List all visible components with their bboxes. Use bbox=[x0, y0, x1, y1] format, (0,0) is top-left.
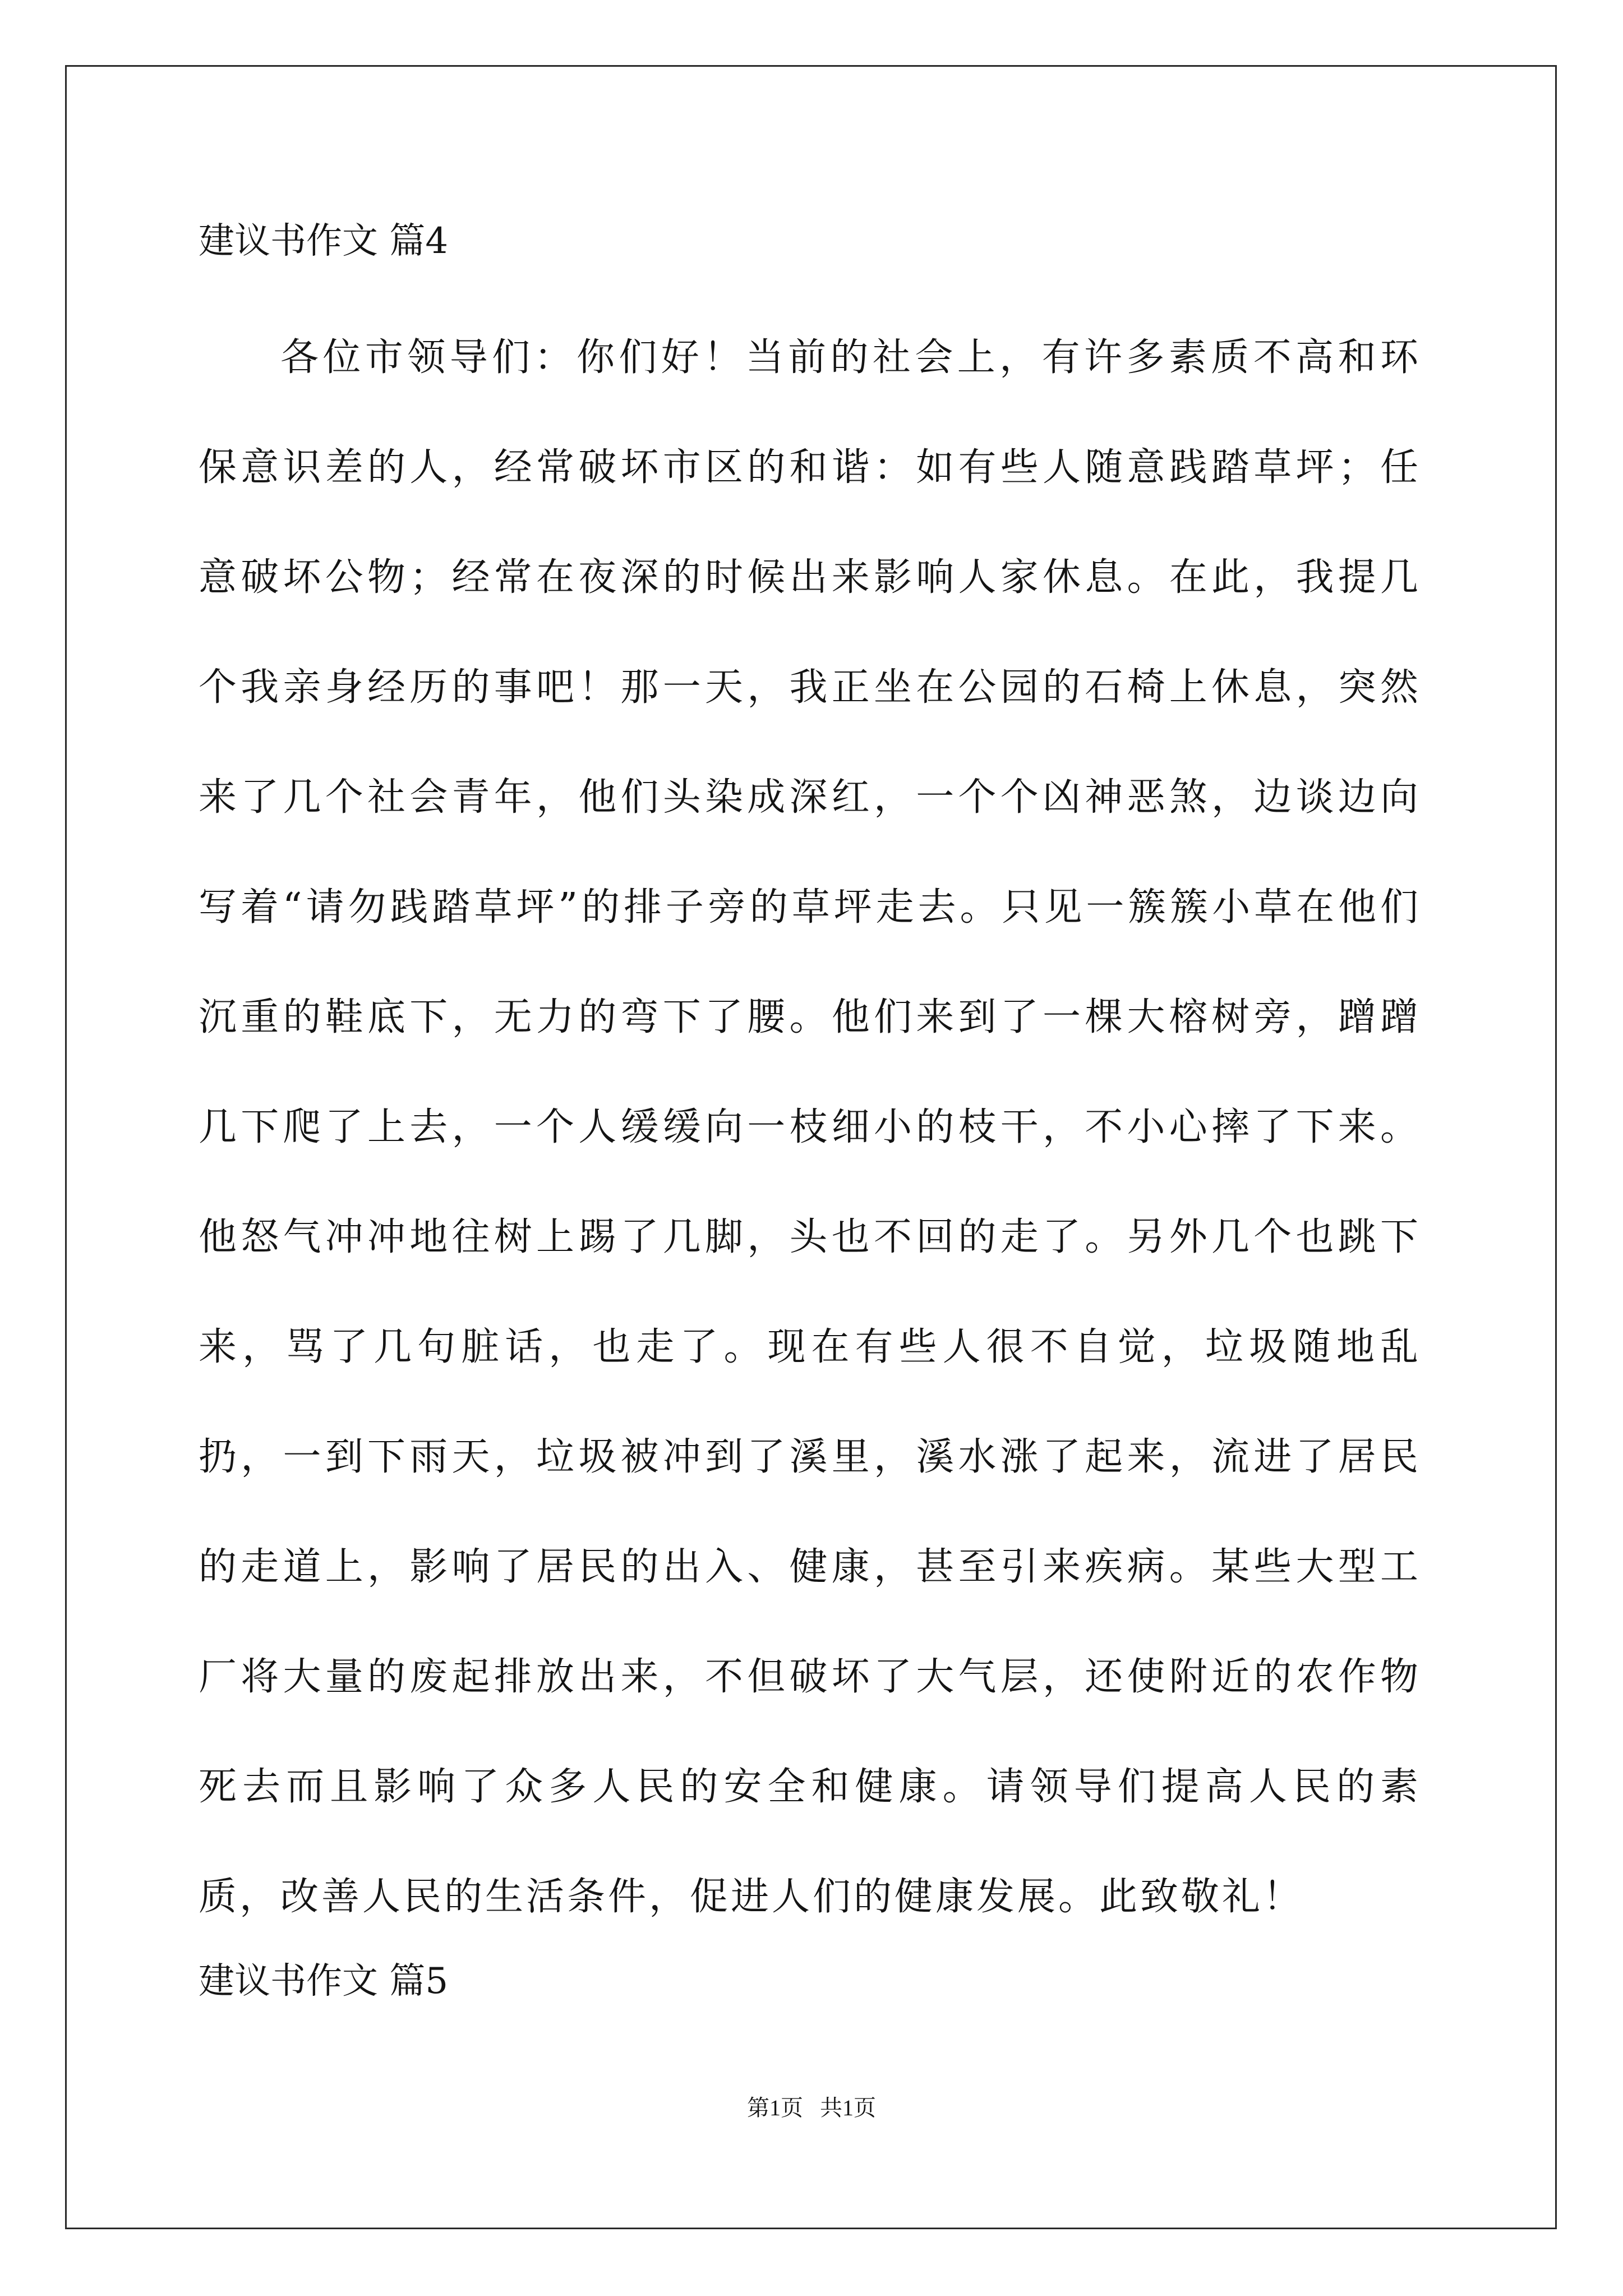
body-paragraph: 各位市领导们：你们好！当前的社会上，有许多素质不高和环保意识差的人，经常破坏市区的和谐：如有些人随意践踏草坪；任意破坏公物；经常在夜深的时候出来影响人家休息。在此，我提几个我亲身经历的事吧！那一天，我正坐在公园的石椅上休息，突然来了几个社会青年，他们头染成深红，一个个凶神恶煞，边谈边向写着“请勿践踏草坪”的排子旁的草坪走去。只见一簇簇小草在他们沉重的鞋底下，无力的弯下了腰。他们来到了一棵大榕树旁，蹭蹭几下爬了上去，一个人缓缓向一枝细小的枝干，不小心摔了下来。他怒气冲冲地往树上踢了几脚，头也不回的走了。另外几个也跳下来，骂了几句脏话，也走了。现在有些人很不自觉，垃圾随地乱扔，一到下雨天，垃圾被冲到了溪里，溪水涨了起来，流进了居民的走道上，影响了居民的出入、健康，甚至引来疾病。某些大型工厂将大量的废起排放出来，不但破坏了大气层，还使附近的农作物死去而且影响了众多人民的安全和健康。请领导们提高人民的素质，改善人民的生活条件，促进人们的健康发展。此致敬礼！ bbox=[199, 335, 1421, 1919]
section-heading-5: 建议书作文 篇5 bbox=[199, 1961, 449, 2002]
page-footer: 第1页 共1页 bbox=[747, 2095, 876, 2120]
section-heading-4: 建议书作文 篇4 bbox=[199, 220, 449, 262]
document-body bbox=[199, 214, 1421, 2008]
